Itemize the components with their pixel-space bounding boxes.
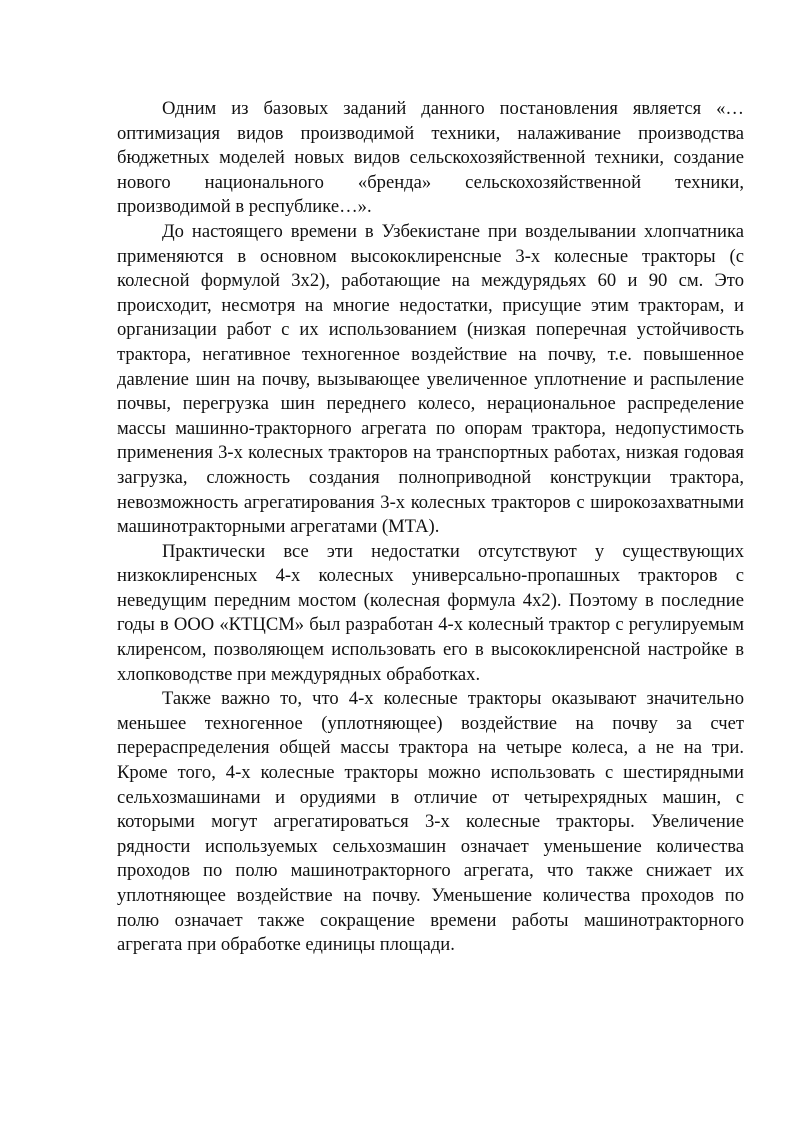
- paragraph-4: Также важно то, что 4-х колесные тракторы оказывают значительно меньшее техногенное (уплотняющее) воздействие на почву за счет перераспределения общей массы трактора на четыре колеса, а не на три. Кроме того, 4-х колесные тракторы можно использовать с шестирядными сельхозмашинами и орудиями в отличие от четырехрядных машин, с которыми могут агрегатироваться 3-х колесные тракторы. Увеличение рядности используемых сельхозмашин означает уменьшение количества проходов по полю машинотракторного агрегата, что также снижает их уплотняющее воздействие на почву. Уменьшение количества проходов по полю означает также сокращение времени работы машинотракторного агрегата при обработке единицы площади.: [117, 688, 744, 956]
- body-text: [117, 97, 744, 958]
- paragraph-1: Одним из базовых заданий данного постановления является «…оптимизация видов производимой техники, налаживание производства бюджетных моделей новых видов сельскохозяйственной техники, создание нового национального «бренда» сельскохозяйственной техники, производимой в республике…».: [117, 98, 744, 218]
- paragraph-2: До настоящего времени в Узбекистане при возделывании хлопчатника применяются в основном высококлиренсные 3-х колесные тракторы (с колесной формулой 3х2), работающие на междурядьях 60 и 90 см. Это происходит, несмотря на многие недостатки, присущие этим тракторам, и организации работ с их использованием (низкая поперечная устойчивость трактора, негативное техногенное воздействие на почву, т.е. повышенное давление шин на почву, вызывающее увеличенное уплотнение и распыление почвы, перегрузка шин переднего колесо, нерациональное распределение массы машинно-тракторного агрегата по опорам трактора, недопустимость применения 3-х колесных тракторов на транспортных работах, низкая годовая загрузка, сложность создания полноприводной конструкции трактора, невозможность агрегатирования 3-х колесных тракторов с широкозахватными машинотракторными агрегатами (МТА).: [117, 220, 744, 538]
- paragraph-3: Практически все эти недостатки отсутствуют у существующих низкоклиренсных 4-х колесных универсально-пропашных тракторов с неведущим передним мостом (колесная формула 4х2). Поэтому в последние годы в ООО «КТЦСМ» был разработан 4-х колесный трактор с регулируемым клиренсом, позволяющем использовать его в высококлиренсной настройке в хлопководстве при междурядных обработках.: [117, 540, 744, 685]
